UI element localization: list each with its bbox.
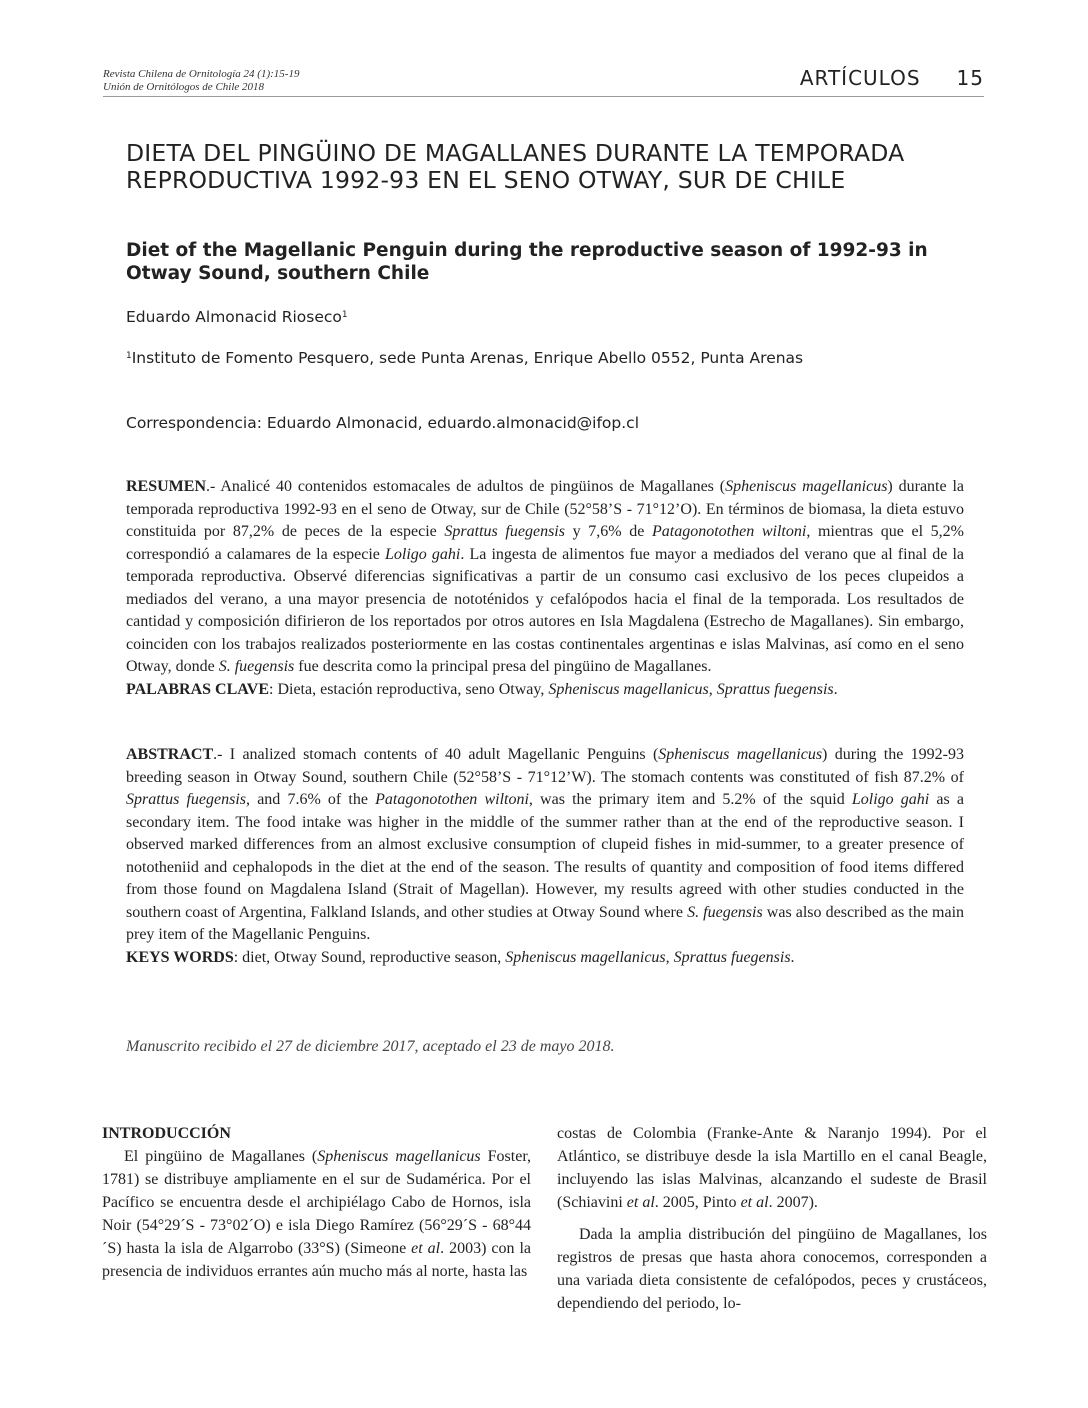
affiliation <box>126 349 803 367</box>
et-al: et al <box>626 1194 655 1211</box>
species-name: S. fuegensis <box>687 903 763 921</box>
species-name: Sprattus fuegensis <box>444 523 565 540</box>
species-name: Spheniscus magellanicus, Sprattus fuegensis <box>548 680 834 698</box>
abstract-p1: .- I analized stomach contents of 40 adult Magellanic Penguins ( <box>213 746 659 763</box>
intro-paragraph <box>102 1145 531 1283</box>
journal-publisher: Unión de Ornitólogos de Chile 2018 <box>103 81 265 93</box>
affil-mark: 1 <box>126 351 132 361</box>
intro-text: . 2007). <box>768 1194 818 1211</box>
intro-text: El pingüino de Magallanes ( <box>124 1148 318 1165</box>
abstract-block <box>126 744 964 969</box>
abstract-p2: ) during the 1992-93 breeding season in Otway Sound, southern Chile (52°58’S - 71°12’W). The stomach contents was constituted of fish 87.2% of <box>126 746 965 786</box>
species-name: Sprattus fuegensis <box>126 791 247 808</box>
author-name: Eduardo Almonacid Rioseco <box>126 308 342 326</box>
palabras-clave-label: PALABRAS CLAVE <box>126 680 269 698</box>
resumen-block <box>126 476 964 701</box>
title-spanish: DIETA DEL PINGÜINO DE MAGALLANES DURANTE LA TEMPORADA REPRODUCTIVA 1992-93 EN EL SENO OTWAY, SUR DE CHILE <box>126 139 905 194</box>
palabras-clave <box>126 679 964 702</box>
resumen-p5: . La ingesta de alimentos fue mayor a mediados del verano que al final de la temporada reproductiva. Observé diferencias significativas a partir de un consumo casi exclusivo de los peces clupeidos a mediados del verano, a una mayor presencia de nototénidos y cefalópodos hacia el final de la temporada. Los resultados de cantidad y composición difirieron de los reportados por otros autores en Isla Magdalena (Estrecho de Magallanes). Sin embargo, coinciden con los trabajos realizados posteriormente en las costas continentales argentinas e islas Malvinas, así como en el seno Otway, donde <box>126 545 965 675</box>
abstract-p3: , and 7.6% of the <box>246 791 376 808</box>
body-column-left <box>102 1122 531 1283</box>
species-name: Patagonotothen wiltoni <box>652 523 807 540</box>
intro-paragraph-2: Dada la amplia distribución del pingüino de Magallanes, los registros de presas que hasta ahora conocemos, corresponden a una variada dieta consistente de cefalópodos, peces y crustáceos, dependiendo del periodo, lo- <box>557 1226 987 1312</box>
resumen-p4: , mientras que el 5,2% correspondió a calamares de la especie <box>126 523 964 563</box>
title-english: Diet of the Magellanic Penguin during the reproductive season of 1992-93 in Otway Sound, southern Chile <box>126 240 928 284</box>
intro-text: . 2003) con la presencia de individuos errantes aún mucho más al norte, hasta las <box>102 1240 531 1280</box>
key-words-sep: , <box>665 948 674 966</box>
header-rule <box>103 96 984 97</box>
species-name: Spheniscus magellanicus <box>317 1148 481 1165</box>
section-label: ARTÍCULOS <box>799 66 921 90</box>
section-heading: INTRODUCCIÓN <box>102 1125 231 1142</box>
intro-text: Foster, 1781) se distribuye ampliamente en el sur de Sudamérica. Por el Pacífico se encuentra desde el archipiélago Cabo de Hornos, isla Noir (54°29´S - 73°02´O) e isla Diego Ramírez (56°29´S - 68°44´S) hasta la isla de Algarrobo (33°S) (Simeone <box>102 1148 532 1257</box>
abstract-p4: , was the primary item and 5.2% of the squid <box>528 791 852 808</box>
affil-text: Instituto de Fomento Pesquero, sede Punta Arenas, Enrique Abello 0552, Punta Arenas <box>131 349 804 367</box>
page-number: 15 <box>956 66 984 90</box>
author-affil-mark: 1 <box>341 310 348 320</box>
received-note: Manuscrito recibido el 27 de diciembre 2017, aceptado el 23 de mayo 2018. <box>126 1038 615 1055</box>
resumen-p1: .- Analicé 40 contenidos estomacales de adultos de pingüinos de Magallanes ( <box>206 478 726 495</box>
correspondence: Correspondencia: Eduardo Almonacid, eduardo.almonacid@ifop.cl <box>126 414 639 432</box>
species-name: Sprattus fuegensis <box>673 948 791 966</box>
intro-text: costas de Colombia (Franke-Ante & Naranjo 1994). Por el Atlántico, se distribuye desde la isla Martillo en el canal Beagle, incluyendo las islas Malvinas, alcanzando el sudeste de Brasil (Schiavini <box>557 1125 987 1211</box>
resumen-p6: fue descrita como la principal presa del pingüino de Magallanes. <box>294 658 712 675</box>
resumen-p3: y 7,6% de <box>564 523 652 540</box>
abstract-p6: was also described as the main prey item of the Magellanic Penguins. <box>126 903 965 943</box>
species-name: Spheniscus magellanicus <box>505 948 666 966</box>
key-words-label: KEYS WORDS <box>126 948 234 966</box>
species-name: Loligo gahi <box>385 545 461 563</box>
resumen-text <box>126 478 964 675</box>
species-name: Spheniscus magellanicus <box>658 746 823 763</box>
body-column-right <box>557 1122 987 1315</box>
palabras-clave-end: . <box>833 680 838 698</box>
key-words-text: : diet, Otway Sound, reproductive season, <box>233 948 506 966</box>
journal-citation: Revista Chilena de Ornitología 24 (1):15-19 <box>103 68 300 80</box>
author <box>126 308 348 326</box>
resumen-label: RESUMEN <box>126 478 207 495</box>
palabras-clave-text: : Dieta, estación reproductiva, seno Otway, <box>269 680 549 698</box>
key-words-end: . <box>790 948 795 966</box>
intro-text: . 2005, Pinto <box>654 1194 741 1211</box>
abstract-label: ABSTRACT <box>126 746 214 763</box>
resumen-p2: ) durante la temporada reproductiva 1992-93 en el seno de Otway, sur de Chile (52°58’S - 71°12’O). En términos de biomasa, la dieta estuvo constituida por 87,2% de peces de la especie <box>126 478 965 540</box>
intro-paragraph-continued <box>557 1122 987 1214</box>
species-name: Patagonotothen wiltoni <box>375 791 529 808</box>
abstract-text <box>126 746 964 943</box>
running-header <box>800 66 984 90</box>
species-name: Spheniscus magellanicus <box>725 478 888 495</box>
species-name: Loligo gahi <box>851 791 930 808</box>
et-al: et al <box>740 1194 769 1211</box>
abstract-p5: as a secondary item. The food intake was higher in the middle of the summer rather than at the end of the reproductive season. I observed marked differences from an almost exclusive consumption of clupeid fishes in mid-summer, to a greater presence of nototheniid and cephalopods in the diet at the end of the season. The results of quantity and composition of food items differed from those found on Magdalena Island (Strait of Magellan). However, my results agreed with other studies conducted in the southern coast of Argentina, Falkland Islands, and other studies at Otway Sound where <box>126 791 964 921</box>
journal-info <box>103 68 299 94</box>
species-name: S. fuegensis <box>218 658 295 675</box>
key-words <box>126 947 964 970</box>
et-al: et al <box>411 1240 441 1257</box>
